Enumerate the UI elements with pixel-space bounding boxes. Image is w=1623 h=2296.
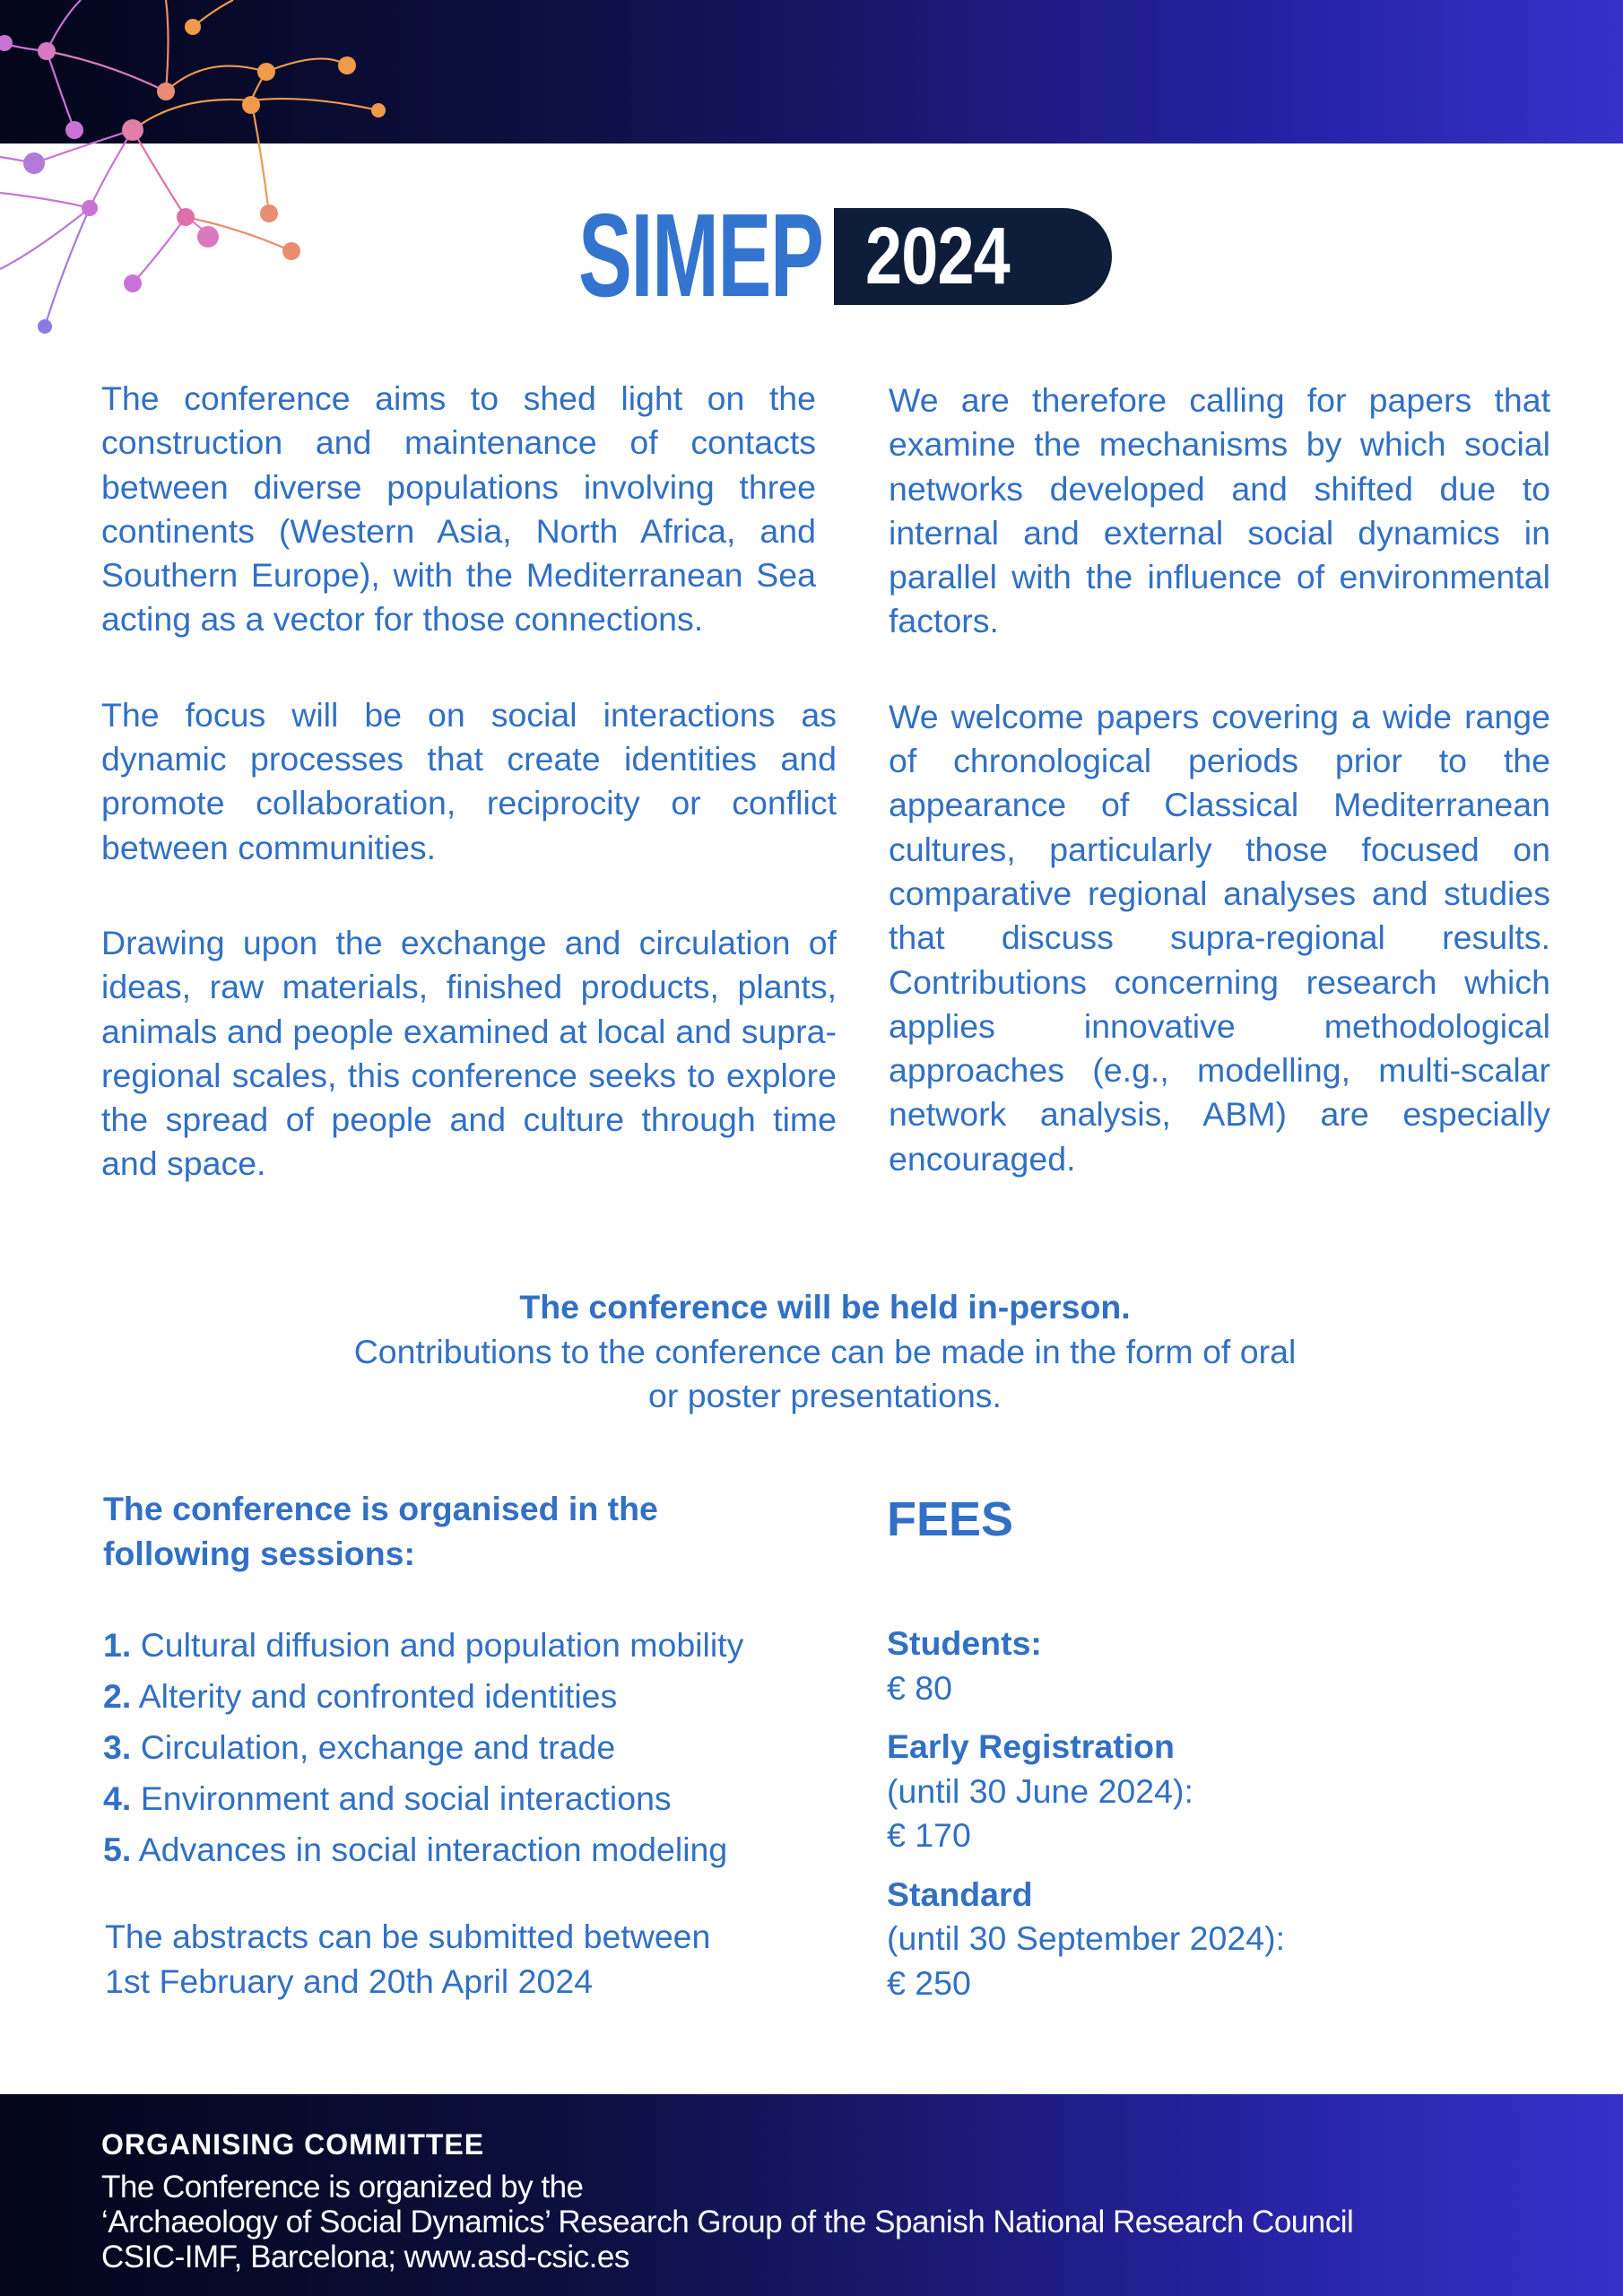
fees-title: FEES [887,1492,1014,1546]
format-headline: The conference will be held in-person. [519,1288,1131,1326]
intro-paragraph: The conference aims to shed light on the construction and maintenance of contacts between diverse populations involving three continents (Western Asia, North Africa, and Southern Europe), with the Mediterranean Sea acting as a vector for those connections. [101,379,816,639]
session-text: Environment and social interactions [140,1779,672,1817]
abstract-deadline [105,1915,876,2004]
fee-note: (until 30 September 2024): [887,1919,1286,1957]
session-number: 3. [103,1728,132,1766]
intro-paragraph: We are therefore calling for papers that examine the mechanisms by which social networks developed and shifted due to internal and external social dynamics in parallel with the influence of environmental factors. [889,381,1550,640]
logo-name: SIMEP [578,189,823,321]
session-item [103,1722,874,1773]
session-text: Advances in social interaction modeling [138,1831,728,1868]
session-text: Cultural diffusion and population mobility [140,1626,744,1664]
organising-committee-footer [0,2094,1623,2296]
fees-list [887,1622,1515,2020]
intro-paragraph: We welcome papers covering a wide range of chronological periods prior to the appearance of Classical Mediterranean cultures, particularly those focused on comparative regional analyses and studies that discuss supra-regional results. Contributions concerning research which applies innovative methodological approaches (e.g., modelling, multi-scalar network analysis, ABM) are especially encouraged. [889,697,1550,1178]
committee-title: ORGANISING COMMITTEE [101,2128,485,2161]
fee-students [887,1622,1515,1710]
intro-paragraph: The focus will be on social interactions as dynamic processes that create identities and promote collaboration, reciprocity or conflict between communities. [101,695,837,866]
sessions-title-line: following sessions: [103,1534,415,1572]
simep-logo [578,189,1081,321]
fee-price: € 250 [887,1963,971,2002]
format-line: Contributions to the conference can be made in the form of oral [353,1332,1297,1370]
sessions-title-line: The conference is organised in the [103,1490,658,1527]
abstract-line: 1st February and 20th April 2024 [105,1961,594,2000]
committee-line: ‘Archaeology of Social Dynamics’ Research Group of the Spanish National Research Council [101,2205,1354,2239]
fee-label: Students: [887,1624,1042,1662]
session-number: 2. [103,1677,132,1715]
session-item [103,1671,874,1722]
session-text: Circulation, exchange and trade [140,1728,616,1766]
sessions-list [103,1620,874,1875]
network-graphic [0,0,404,350]
fee-price: € 80 [887,1668,952,1707]
sessions-title [103,1487,838,1576]
intro-left-column [101,377,837,1238]
logo-year: 2024 [865,212,1010,301]
fee-price: € 170 [887,1816,971,1854]
session-text: Alterity and confronted identities [138,1677,618,1715]
session-item [103,1620,874,1671]
intro-paragraph: Drawing upon the exchange and circulation of ideas, raw materials, finished products, plants, animals and people examined at local and supra-regional scales, this conference seeks to explore the spread of people and culture through time and space. [101,923,837,1183]
intro-right-column [889,378,1550,1232]
session-number: 5. [103,1831,132,1868]
committee-line: CSIC-IMF, Barcelona; www.asd-csic.es [101,2239,629,2274]
session-item [103,1773,874,1824]
fee-standard [887,1873,1515,2006]
fee-early [887,1725,1515,1858]
session-number: 4. [103,1779,132,1817]
fee-label: Standard [887,1874,1033,1913]
committee-line: The Conference is organized by the [101,2170,584,2205]
format-notice [179,1285,1471,1419]
fee-note: (until 30 June 2024): [887,1771,1193,1810]
abstract-line: The abstracts can be submitted between [105,1918,711,1955]
fee-label: Early Registration [887,1727,1175,1765]
session-number: 1. [103,1626,132,1664]
session-item [103,1824,874,1875]
format-line: or poster presentations. [648,1377,1002,1414]
